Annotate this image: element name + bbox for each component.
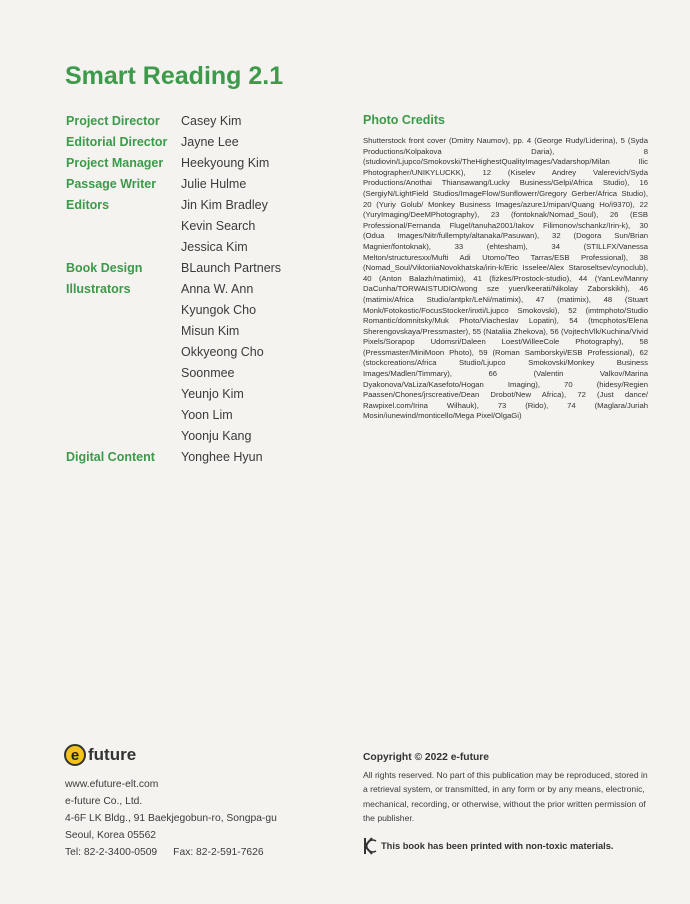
credit-names <box>181 279 326 447</box>
credit-name: Julie Hulme <box>181 177 247 191</box>
credit-role: Illustrators <box>66 282 131 296</box>
credit-name: Yeunjo Kim <box>181 387 244 401</box>
website: www.efuture-elt.com <box>65 779 159 790</box>
credit-name: Jessica Kim <box>181 240 248 254</box>
credit-names <box>181 258 326 279</box>
credit-name: Jin Kim Bradley <box>181 198 268 212</box>
credit-row <box>66 447 326 468</box>
copyright-title: Copyright © 2022 e-future <box>363 752 490 763</box>
credit-names <box>181 132 326 153</box>
address-line-2: Seoul, Korea 05562 <box>65 830 157 841</box>
staff-credits <box>66 111 326 468</box>
credit-name: Kyungok Cho <box>181 303 257 317</box>
credit-role: Book Design <box>66 261 143 275</box>
photo-credits-heading: Photo Credits <box>363 113 445 127</box>
credit-role: Digital Content <box>66 450 155 464</box>
kc-certification-icon <box>363 837 377 855</box>
copyright-notice: All rights reserved. No part of this publication may be reproduced, stored in a retrieval system, or transmitted, in any form or by any means, electronic, mechanical, recording, or otherwise, without the prior written permission of the publisher. <box>363 770 648 823</box>
credit-role: Editors <box>66 198 110 212</box>
credit-names <box>181 174 326 195</box>
nontoxic-text: This book has been printed with non-toxic materials. <box>381 841 614 851</box>
credit-names <box>181 447 326 468</box>
credit-row <box>66 174 326 195</box>
credit-name: Yoonju Kang <box>181 429 252 443</box>
credit-name: Yonghee Hyun <box>181 450 263 464</box>
credit-row <box>66 195 326 258</box>
credit-name: Kevin Search <box>181 219 256 233</box>
credit-role: Project Manager <box>66 156 164 170</box>
credit-role: Project Director <box>66 114 160 128</box>
credit-names <box>181 195 326 258</box>
credit-name: Jayne Lee <box>181 135 239 149</box>
logo-wordmark: future <box>88 745 137 764</box>
credit-row <box>66 132 326 153</box>
credit-name: Misun Kim <box>181 324 240 338</box>
efuture-logo <box>64 744 136 766</box>
credit-row <box>66 153 326 174</box>
credit-name: Anna W. Ann <box>181 282 254 296</box>
photo-credits-section <box>363 113 648 422</box>
credit-name: Yoon Lim <box>181 408 233 422</box>
book-title: Smart Reading 2.1 <box>65 62 284 90</box>
credit-name: Heekyoung Kim <box>181 156 270 170</box>
credit-row <box>66 279 326 447</box>
copyright-section <box>363 752 648 825</box>
credit-name: Soonmee <box>181 366 235 380</box>
credit-role: Editorial Director <box>66 135 168 149</box>
credit-name: Okkyeong Cho <box>181 345 264 359</box>
publisher-info <box>65 776 325 861</box>
address-line-1: 4-6F LK Bldg., 91 Baekjegobun-ro, Songpa-gu <box>65 813 277 824</box>
credit-name: Casey Kim <box>181 114 242 128</box>
efuture-logo-icon: e <box>64 744 86 766</box>
credit-row <box>66 111 326 132</box>
company-name: e-future Co., Ltd. <box>65 796 143 807</box>
credit-name: BLaunch Partners <box>181 261 282 275</box>
credit-role: Passage Writer <box>66 177 157 191</box>
credit-names <box>181 153 326 174</box>
photo-credits-text: Shutterstock front cover (Dmitry Naumov), pp. 4 (George Rudy/Liderina), 5 (Syda Productions/Kolpakova Daria), 8 (studiovin/Ljupco/Smokovski/TheHighestQualityImages/Vadarshop/Milan Ilic Photographer/UNIKYLUCKK), 12 (Kiselev Andrey Valerevich/Syda Productions/Anothai Thiansawang/Lucky Business/Gelpi/Africa Studio), 16 (SergiyN/LightField Studios/ImageFlow/Sunflowerr/Gregory Gerber/Africa Studio), 20 (Yuriy Golub/ Monkey Business Images/azure1/mipan/Quang Ho/i9370), 22 (YuryImaging/DeeMPhotography), 23 (fontoknak/Nomad_Soul), 26 (ESB Professional/Fernanda Flugel/tanuha2001/Iakov Filimonov/schankz/Irin-k), 30 (Odua Images/Nitr/fullempty/altanaka/Pasuwan), 32 (Dogora Sun/Brian Magnier/fontoknak), 33 (ehtesham), 34 (STILLFX/Vanessa Melton/structuresxx/Mufti Adi Utomo/Teo Tarras/ESB Professional), 38 (Nomad_Soul/ViktoriiaNovokhatska/irin-k/Eric Isselee/Alex Staroseltsev/cynoclub), 40 (Anton Balazh/matimix), 41 (fizkes/Prostock-studio), 44 (YanLev/Manny DaCunha/TORWAISTUDIO/wong sze yuen/keerati/Nikolay Zaborskikh), 46 (matimix/Africa Studio/antpkr/LeNi/matimix), 47 (matimix), 48 (Stuart Monk/Fotokostic/FocusStocker/inxti/Ljupco Smokovski), 52 (imtmphoto/Studio Romantic/domnitsky/Muk Photo/Viacheslav Lopatin), 54 (tmcphotos/Elena Sherengovskaya/Pressmaster), 55 (Nataliia Zhekova), 56 (VojtechVlk/Kuchina/Vivid Pixels/Sorapop Udomsri/Daleen Loest/WilleeCole Photography), 58 (Pressmaster/MiniMoon Photo), 59 (Roman Samborskyi/ESB Professional), 62 (stockcreations/Africa Studio/Ljupco Smokovski/Monkey Business Images/Madlen/Timmary), 66 (Valentin Valkov/Marina Dyakonova/VaLiza/Kasefoto/Hogan Imaging), 70 (hidesy/Regien Paassen/Chones/jrscreative/Dean Drobot/New Africa), 72 (Just dance/ Rawpixel.com/Irina Wilhauk), 73 (Rido), 74 (Maglara/Juriah Mosin/iunewind/monticello/Mega Pixel/OlgaGi) <box>363 136 648 421</box>
credit-names <box>181 111 326 132</box>
contact-numbers <box>65 844 325 861</box>
telephone: Tel: 82-2-3400-0509 <box>65 847 158 858</box>
nontoxic-notice <box>363 837 613 855</box>
credit-row <box>66 258 326 279</box>
fax: Fax: 82-2-591-7626 <box>173 847 264 858</box>
